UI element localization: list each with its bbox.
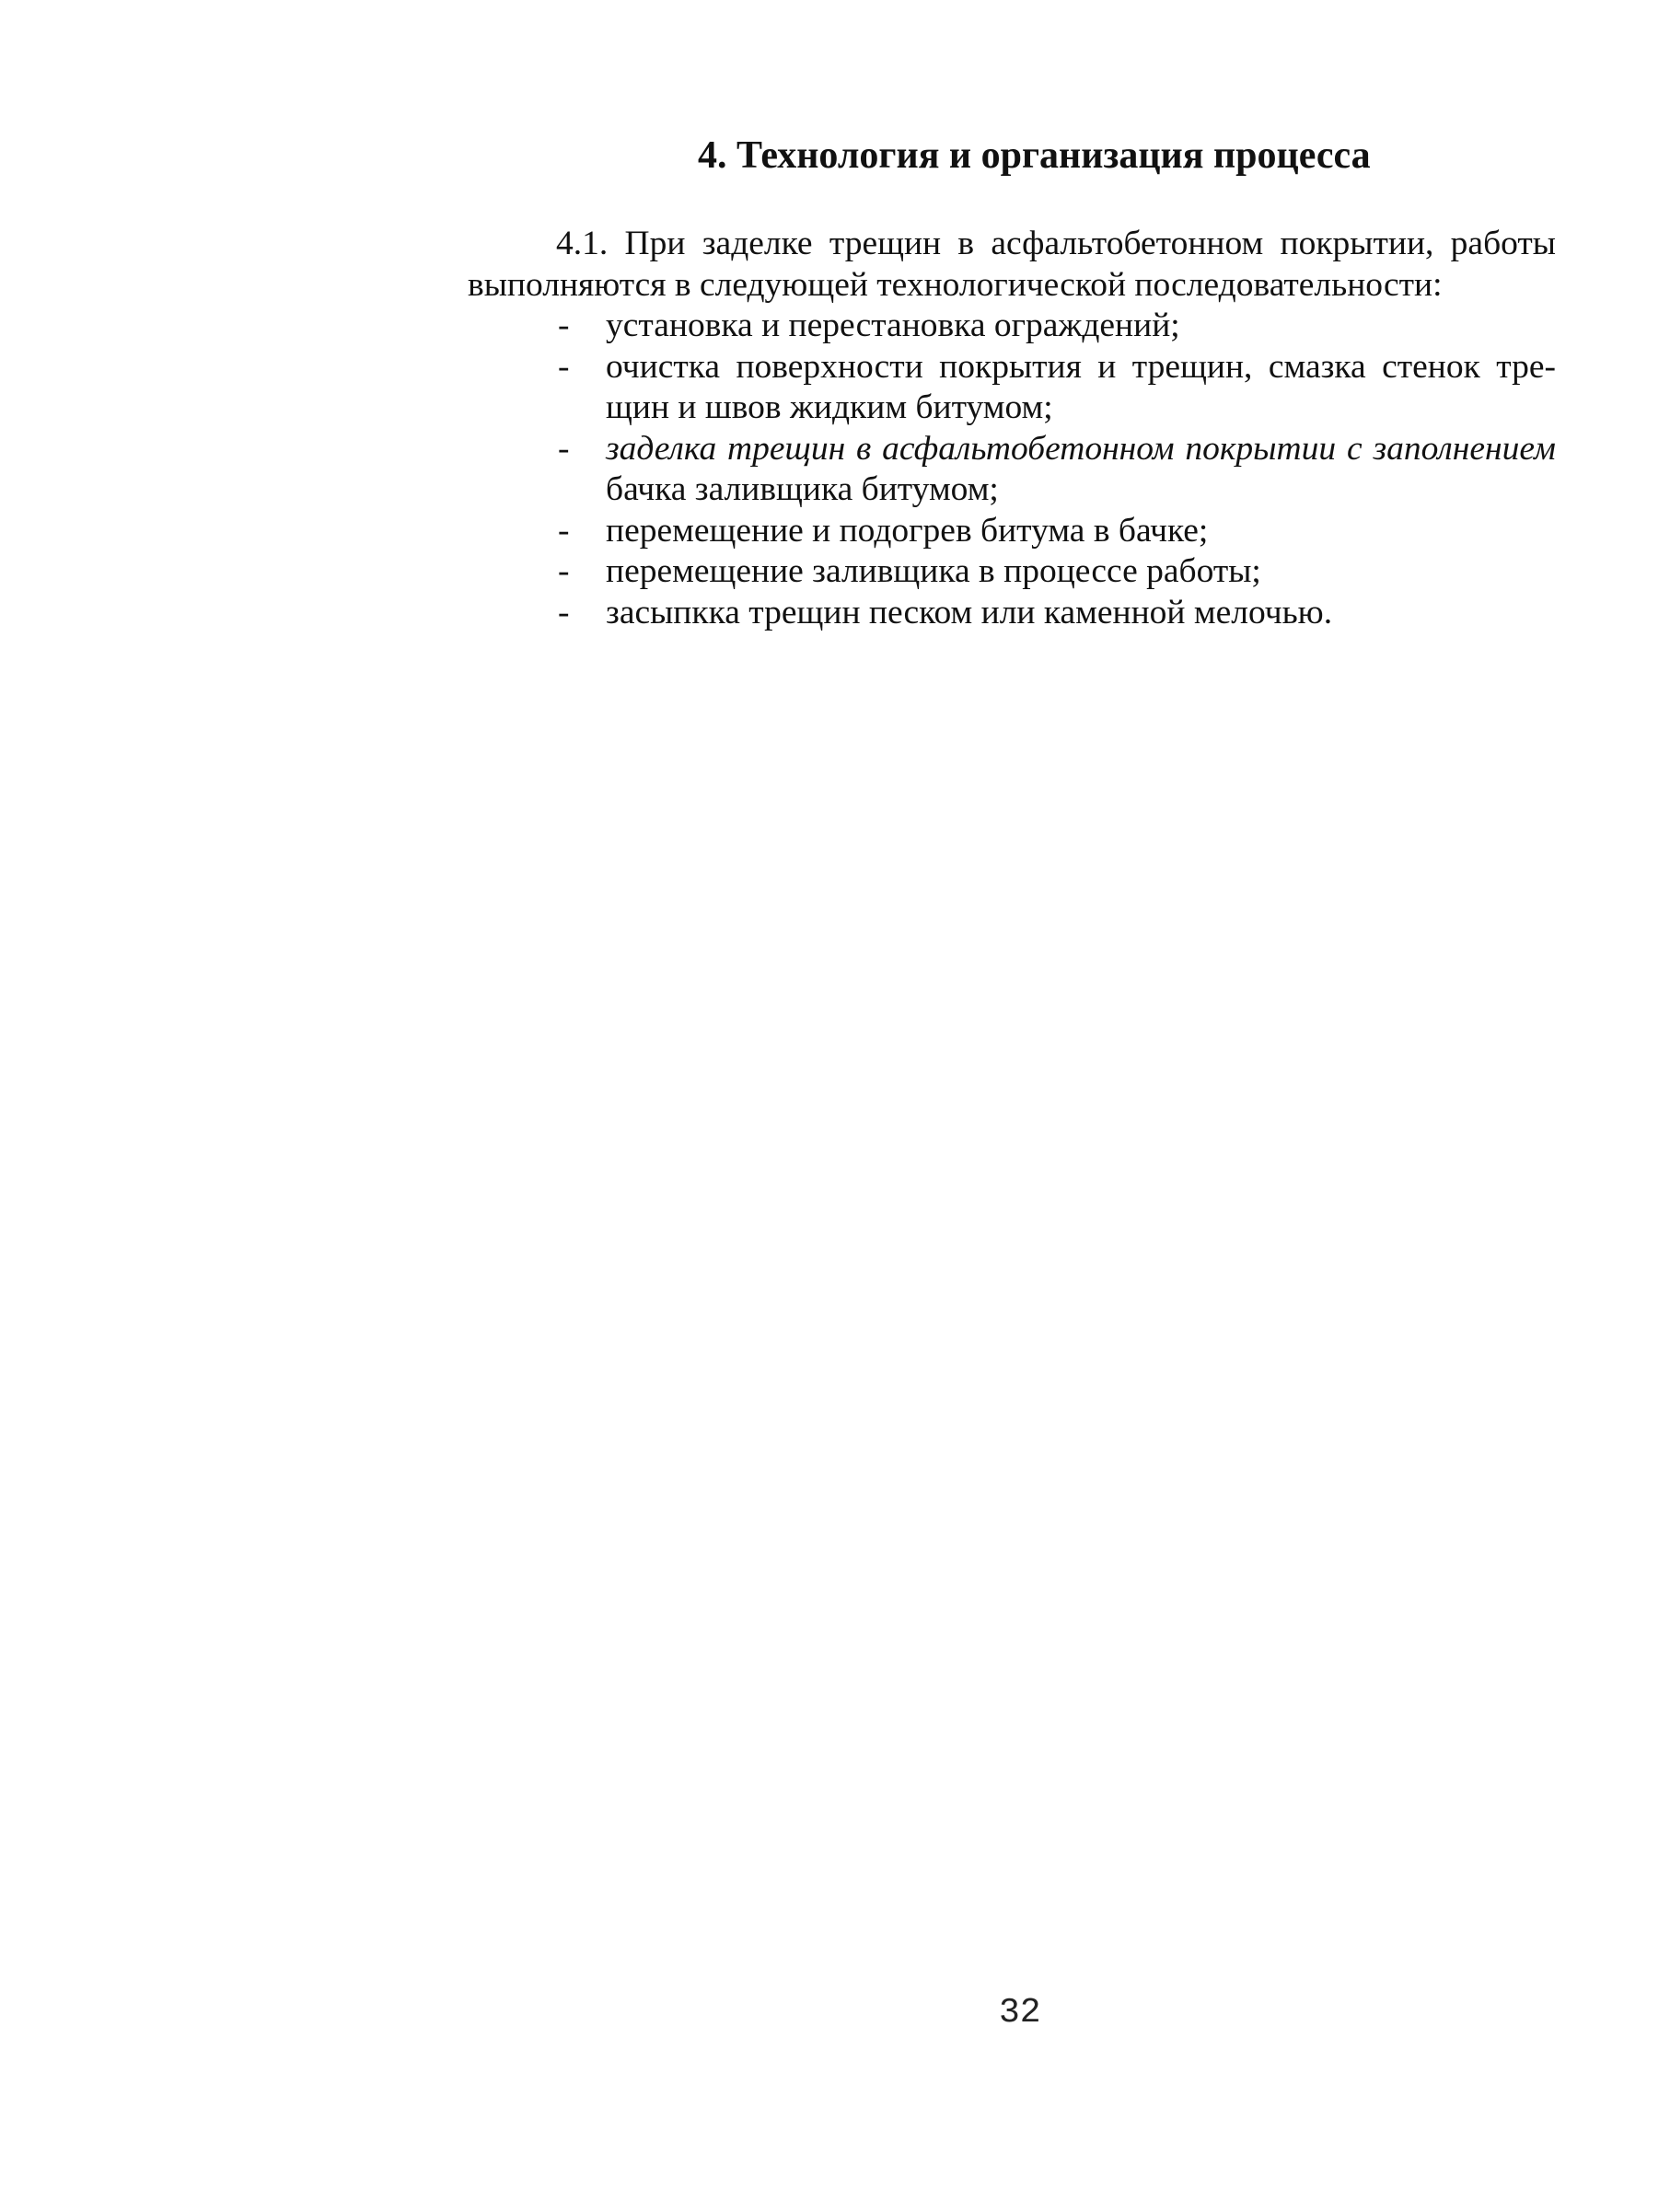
- list-item: [468, 511, 1556, 552]
- list-item-text: установка и перестановка ограждений;: [606, 307, 1180, 344]
- paragraph-line: 4.1. При заделке трещин в асфальтобетонном покрытии, работы: [556, 225, 1556, 262]
- list-bullet: -: [558, 307, 570, 344]
- process-steps-list: [468, 306, 1556, 633]
- list-item: [468, 429, 1556, 511]
- list-item-text: засыпкка трещин песком или каменной мелочью.: [606, 593, 1333, 631]
- list-item-text: бачка заливщика битумом;: [606, 470, 999, 508]
- list-item-text: перемещение и подогрев битума в бачке;: [606, 511, 1209, 550]
- list-bullet: -: [558, 429, 570, 468]
- list-bullet: -: [558, 511, 570, 550]
- list-item-text: заделка трещин в асфальтобетонном покрытии с заполнением: [606, 429, 1556, 468]
- intro-paragraph: [468, 224, 1556, 306]
- body-text: [468, 224, 1556, 633]
- list-bullet: -: [558, 593, 570, 631]
- list-item: [468, 306, 1556, 347]
- list-item-text: перемещение заливщика в процессе работы;: [606, 552, 1261, 590]
- list-item-text: очистка поверхности покрытия и трещин, смазка стенок тре-: [606, 347, 1556, 386]
- section-heading: 4. Технология и организация процесса: [698, 134, 1371, 177]
- list-bullet: -: [558, 552, 570, 590]
- paragraph-line: выполняются в следующей технологической последовательности:: [468, 265, 1443, 304]
- list-item: [468, 593, 1556, 634]
- list-item: [468, 551, 1556, 593]
- list-item-text: щин и швов жидким битумом;: [606, 388, 1053, 426]
- list-item: [468, 347, 1556, 429]
- list-bullet: -: [558, 347, 570, 386]
- page-number: 32: [999, 1993, 1041, 2032]
